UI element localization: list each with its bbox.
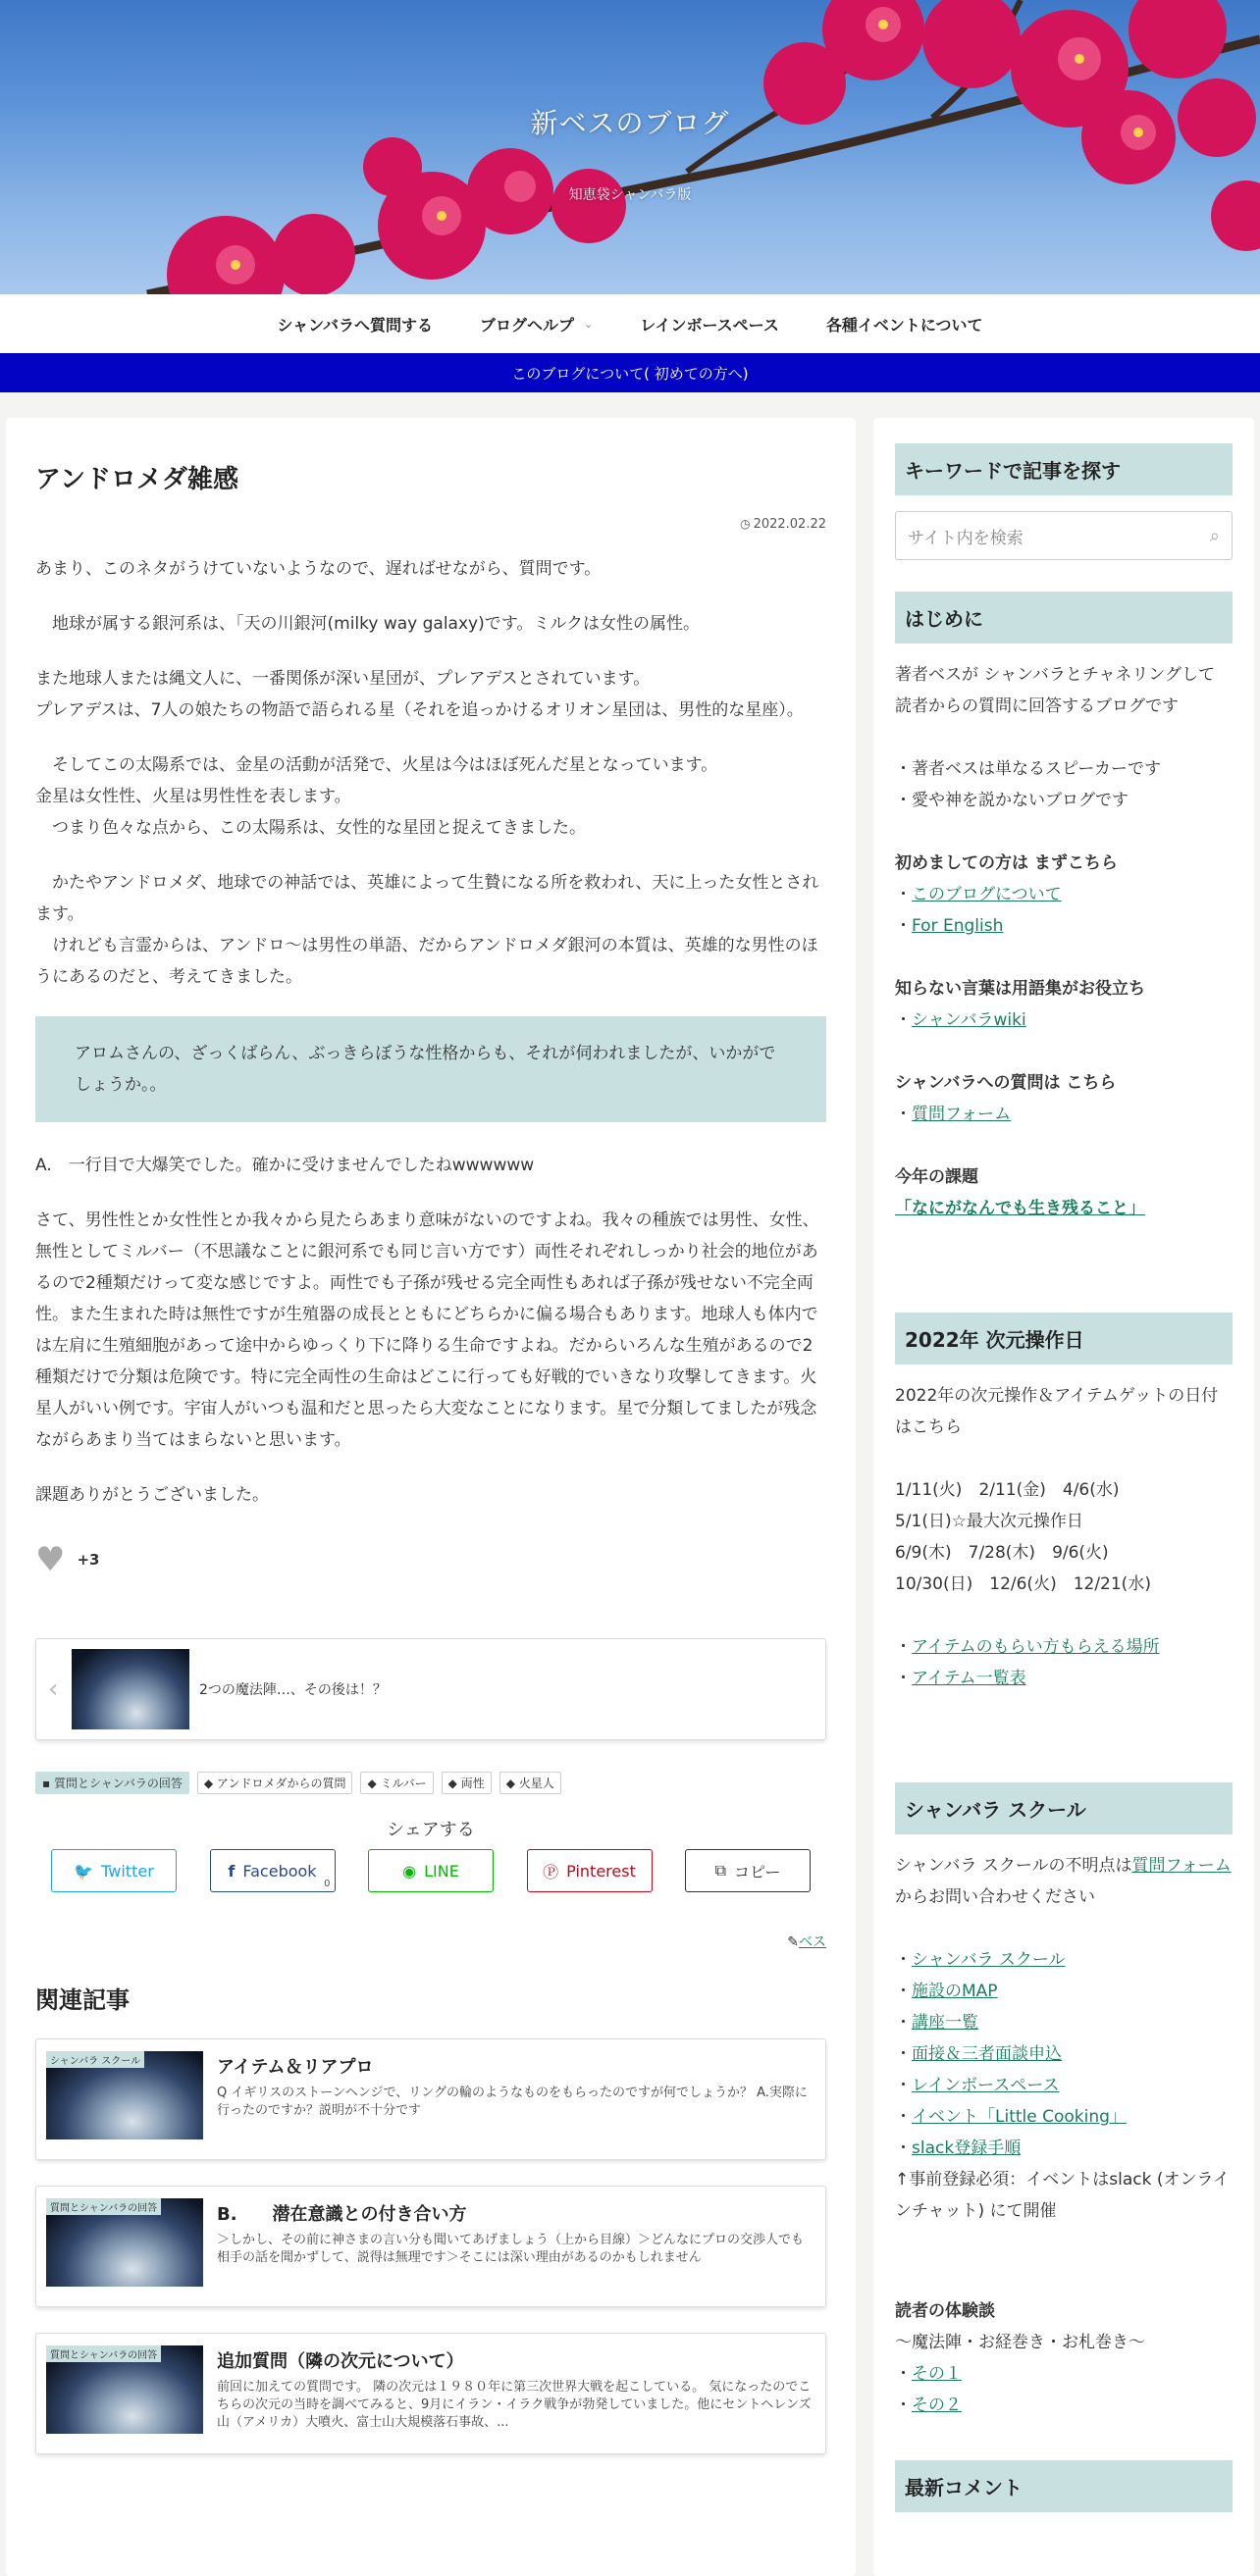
school-link[interactable]: slack登録手順 bbox=[912, 2138, 1022, 2158]
glossary-heading: 知らない言葉は用語集がお役立ち bbox=[895, 979, 1145, 999]
nav-item-help[interactable]: ブログヘルプ ⌄ bbox=[480, 315, 594, 335]
comments-widget-heading: 最新コメント bbox=[895, 2460, 1233, 2512]
about-link[interactable]: このブログについて bbox=[912, 885, 1062, 904]
tag-list bbox=[35, 1772, 826, 1794]
earth-thumbnail bbox=[46, 2051, 203, 2139]
dimension-dates: 5/1(日)☆最大次元操作日 bbox=[895, 1512, 1083, 1531]
tag[interactable]: ◆ 両性 bbox=[442, 1772, 492, 1794]
share-label: シェアする bbox=[387, 1820, 475, 1840]
task-link[interactable]: 「なにがなんでも生き残ること」 bbox=[895, 1199, 1145, 1218]
tag[interactable]: ◆ 火星人 bbox=[499, 1772, 561, 1794]
post-date: ◷ 2022.02.22 bbox=[740, 517, 826, 532]
heart-icon[interactable]: ♥ bbox=[35, 1540, 66, 1579]
blockquote: アロムさんの、ざっくばらん、ぶっきらぼうな性格からも、それが伺われましたが、いかがでしょうか。。 bbox=[35, 1016, 826, 1122]
related-category: シャンバラ スクール bbox=[46, 2051, 144, 2068]
dimension-dates: 1/11(火) 2/11(金) 4/6(水) bbox=[895, 1480, 1120, 1500]
facebook-icon: f bbox=[228, 1861, 236, 1880]
experience-heading: 読者の体験談 bbox=[895, 2301, 995, 2321]
related-card[interactable] bbox=[35, 2038, 826, 2160]
chevron-down-icon: ⌄ bbox=[584, 317, 594, 331]
related-excerpt: Q イギリスのストーンヘンジで、リングの輪のようなものをもらったのですが何でしょうか？ A.実際に行ったのですか？説明が不十分です bbox=[217, 2086, 808, 2118]
dimension-widget-heading: 2022年 次元操作日 bbox=[895, 1313, 1233, 1365]
nav-item-ask[interactable]: シャンバラへ質問する bbox=[277, 315, 434, 335]
intro-bullet: ・愛や神を説かないブログです bbox=[895, 791, 1129, 810]
intro-bullet: ・著者ベスは単なるスピーカーです bbox=[895, 759, 1161, 779]
answer-line: A. 一行目で大爆笑でした。確かに受けませんでしたねwwwwww bbox=[35, 1156, 535, 1175]
sidebar: キーワードで記事を探す サイト内を検索 ⌕ はじめに 著者ベスが シャンバラとチャネリングして 読者からの質問に回答するブログです ・著者ベスは単なるスピーカーです ・愛や神を説かないブログです 初めましての方は まずこちら ・このブログについて ・For English 知らない言葉は用語集がお役立ち ・シャンバラwiki シャンバラへの質問は こちら ・質問フォーム 今年の課題 「なにがなんでも生き残ること」 2022年 次元操作日 2022年の次元操作＆アイテムゲットの日付はこちら 1/11(火) 2/11(金) 4/6(水) 5/1(日)☆最大次元操作日 6/9(木) 7/28(木) 9/6(火) 10/30(日) 12/6(火) 12/21(水) ・アイテムのもらい方もらえる場所 ・アイテム一覧表 シャンバラ スクール シャンバラ スクールの不明点は質問フォームからお問い合わせください ・シャンバラ スクール ・施設のMAP ・講座一覧 ・面接＆三者面談申込 ・レインボースペース ・イベント「Little Cooking」 ・slack登録手順 ↑事前登録必須：イベントはslack (オンラインチャット) にて開催 読者の体験談 〜魔法陣・お経巻き・お札巻き〜 ・その１ ・その２ 最新コメント bbox=[873, 418, 1254, 2576]
school-widget-heading: シャンバラ スクール bbox=[895, 1782, 1233, 1834]
clock-icon: ◷ bbox=[740, 517, 751, 531]
facebook-count: 0 bbox=[324, 1879, 331, 1889]
chevron-left-icon: ‹ bbox=[48, 1674, 59, 1704]
facebook-share-button[interactable]: f Facebook 0 bbox=[210, 1849, 336, 1892]
question-form-link[interactable]: 質問フォーム bbox=[912, 1105, 1012, 1124]
related-card[interactable] bbox=[35, 2186, 826, 2307]
twitter-icon: 🐦 bbox=[74, 1861, 94, 1880]
experience-link[interactable]: その２ bbox=[912, 2396, 962, 2415]
search-widget-heading: キーワードで記事を探す bbox=[895, 443, 1233, 495]
author-link[interactable]: ベス bbox=[799, 1934, 826, 1950]
related-card[interactable] bbox=[35, 2333, 826, 2454]
related-title: アイテム＆リアプロ bbox=[217, 2057, 374, 2078]
nav-item-events[interactable]: 各種イベントについて bbox=[825, 315, 983, 335]
english-link[interactable]: For English bbox=[912, 916, 1004, 936]
like-area bbox=[35, 1540, 826, 1579]
line-icon: ◉ bbox=[402, 1861, 417, 1880]
intro-text: 著者ベスが シャンバラとチャネリングして 読者からの質問に回答するブログです bbox=[895, 665, 1216, 716]
main-nav bbox=[0, 294, 1260, 353]
question-heading: シャンバラへの質問は こちら bbox=[895, 1073, 1117, 1093]
twitter-share-button[interactable]: 🐦 Twitter bbox=[51, 1849, 177, 1892]
school-text: シャンバラ スクールの不明点は質問フォームからお問い合わせください bbox=[895, 1856, 1232, 1907]
article-paragraph: さて、男性性とか女性性とか我々から見たらあまり意味がないのですよね。我々の種族では男性、女性、無性としてミルバー（不思議なことに銀河系でも同じ言い方です）両性それぞれしっかり社会的地位があるので2種類だけって変な感じですよ。両性でも子孫が残せる完全両性もあれば子孫が残せない不完全両性。また生まれた時は無性ですが生殖器の成長とともにどちらかに偏る場合もあります。地球人も体内では左肩に生殖細胞があって途中からゆっくり下に降りる生命ですよね。だからいろんな生殖があるので2種類だけで分類は危険です。特に完全両性の生命はどこに行っても好戦的でいきなり攻撃してきます。火星人がいい例です。宇宙人がいつも温和だと思ったら大変なことになります。星で分類してましたが残念ながらあまり当てはまらないと思います。 bbox=[35, 1211, 819, 1450]
prev-post-title: 2つの魔法陣…、その後は！？ bbox=[199, 1682, 387, 1698]
school-link[interactable]: 施設のMAP bbox=[912, 1982, 998, 2001]
author-line bbox=[35, 1932, 826, 1951]
article-paragraph: 地球が属する銀河系は、「天の川銀河(milky way galaxy)です。ミルクは女性の属性。 bbox=[35, 614, 701, 634]
related-heading: 関連記事 bbox=[35, 1986, 130, 2014]
notice-bar[interactable]: このブログについて( 初めての方へ) bbox=[0, 353, 1260, 392]
search-input[interactable]: サイト内を検索 ⌕ bbox=[895, 511, 1233, 560]
article-paragraph: 課題ありがとうございました。 bbox=[35, 1485, 269, 1505]
pinterest-icon: Ⓟ bbox=[543, 1862, 559, 1881]
article-paragraph: かたやアンドロメダ、地球での神話では、英雄によって生贄になる所を救われ、天に上った女性とされます。 けれども言霊からは、アンドロ〜は男性の単語、だからアンドロメダ銀河の本質は、英雄的な男性のほうにあるのだと、考えてきました。 bbox=[35, 873, 819, 987]
school-link[interactable]: シャンバラ スクール bbox=[912, 1950, 1066, 1970]
wiki-link[interactable]: シャンバラwiki bbox=[912, 1010, 1026, 1030]
school-question-link[interactable]: 質問フォーム bbox=[1131, 1856, 1232, 1876]
pencil-icon: ✎ bbox=[787, 1934, 799, 1950]
school-note: ↑事前登録必須：イベントはslack (オンラインチャット) にて開催 bbox=[895, 2170, 1230, 2221]
related-category: 質問とシャンバラの回答 bbox=[46, 2198, 161, 2215]
school-link[interactable]: 面接＆三者面談申込 bbox=[912, 2044, 1062, 2064]
site-header bbox=[0, 0, 1260, 294]
line-share-button[interactable]: ◉ LINE bbox=[368, 1849, 494, 1892]
tag[interactable]: ◆ アンドロメダからの質問 bbox=[197, 1772, 353, 1794]
article-title: アンドロメダ雑感 bbox=[35, 465, 238, 494]
article-paragraph: あまり、このネタがうけていないようなので、遅ればせながら、質問です。 bbox=[35, 559, 602, 579]
dimension-dates: 10/30(日) 12/6(火) 12/21(水) bbox=[895, 1574, 1151, 1594]
first-visit-heading: 初めましての方は まずこちら bbox=[895, 853, 1118, 873]
item-list-link[interactable]: アイテム一覧表 bbox=[912, 1669, 1026, 1688]
plum-blossom-image bbox=[0, 0, 1260, 294]
school-link[interactable]: イベント「Little Cooking」 bbox=[912, 2107, 1127, 2127]
dimension-dates: 6/9(木) 7/28(木) 9/6(火) bbox=[895, 1543, 1109, 1563]
related-title: 追加質問（隣の次元について） bbox=[217, 2351, 464, 2372]
related-excerpt: 前回に加えての質問です。 隣の次元は１９８０年に第三次世界大戦を起こしている。 気になったのでこちらの次元の当時を調べてみると、9月にイラン・イラク戦争が勃発していました。他にセントヘレンズ山（アメリカ）大噴火、富士山大規模落石事故、... bbox=[217, 2380, 812, 2430]
related-category: 質問とシャンバラの回答 bbox=[46, 2345, 161, 2362]
copy-icon: ⧉ bbox=[714, 1861, 727, 1880]
pinterest-share-button[interactable]: Ⓟ Pinterest bbox=[527, 1849, 653, 1892]
search-icon[interactable]: ⌕ bbox=[1209, 525, 1220, 546]
nav-item-rainbow[interactable]: レインボースペース bbox=[640, 315, 779, 335]
category-tag[interactable]: ▪ 質問とシャンバラの回答 bbox=[35, 1772, 189, 1794]
like-count: +3 bbox=[77, 1551, 100, 1569]
task-heading: 今年の課題 bbox=[895, 1167, 978, 1187]
share-buttons bbox=[35, 1849, 826, 1892]
earth-thumbnail bbox=[46, 2198, 203, 2287]
article-main bbox=[6, 418, 856, 2576]
related-excerpt: ＞しかし、その前に神さまの言い分も聞いてあげましょう（上から目線）＞どんなにプロの交渉人でも相手の話を聞かずして、説得は無理です＞そこには深い理由があるのかもしれません bbox=[217, 2233, 805, 2265]
tag[interactable]: ◆ ミルバー bbox=[360, 1772, 433, 1794]
article-paragraph: また地球人または縄文人に、一番関係が深い星団が、プレアデスとされています。 プレアデスは、7人の娘たちの物語で語られる星（それを追っかけるオリオン星団は、男性的な星座）。 bbox=[35, 669, 804, 720]
school-link[interactable]: 講座一覧 bbox=[912, 2013, 978, 2033]
related-title: B. 潜在意識との付き合い方 bbox=[217, 2204, 467, 2225]
item-howto-link[interactable]: アイテムのもらい方もらえる場所 bbox=[912, 1637, 1160, 1657]
experience-sub: 〜魔法陣・お経巻き・お札巻き〜 bbox=[895, 2333, 1145, 2352]
school-link[interactable]: レインボースペース bbox=[912, 2076, 1060, 2095]
experience-link[interactable]: その１ bbox=[912, 2364, 962, 2384]
site-title[interactable]: 新ベスのブログ bbox=[530, 107, 730, 139]
prev-post-card[interactable] bbox=[35, 1638, 826, 1740]
earth-thumbnail bbox=[46, 2345, 203, 2434]
earth-thumbnail bbox=[72, 1649, 189, 1729]
intro-widget-heading: はじめに bbox=[895, 592, 1233, 644]
article-paragraph: そしてこの太陽系では、金星の活動が活発で、火星は今はほぼ死んだ星となっています。 金星は女性性、火星は男性性を表します。 つまり色々な点から、この太陽系は、女性的な星団と捉えてきました。 bbox=[35, 755, 718, 838]
site-subtitle: 知恵袋シャンバラ版 bbox=[568, 187, 692, 203]
copy-button[interactable]: ⧉ コピー bbox=[685, 1849, 811, 1892]
dimension-text: 2022年の次元操作＆アイテムゲットの日付はこちら bbox=[895, 1386, 1219, 1437]
